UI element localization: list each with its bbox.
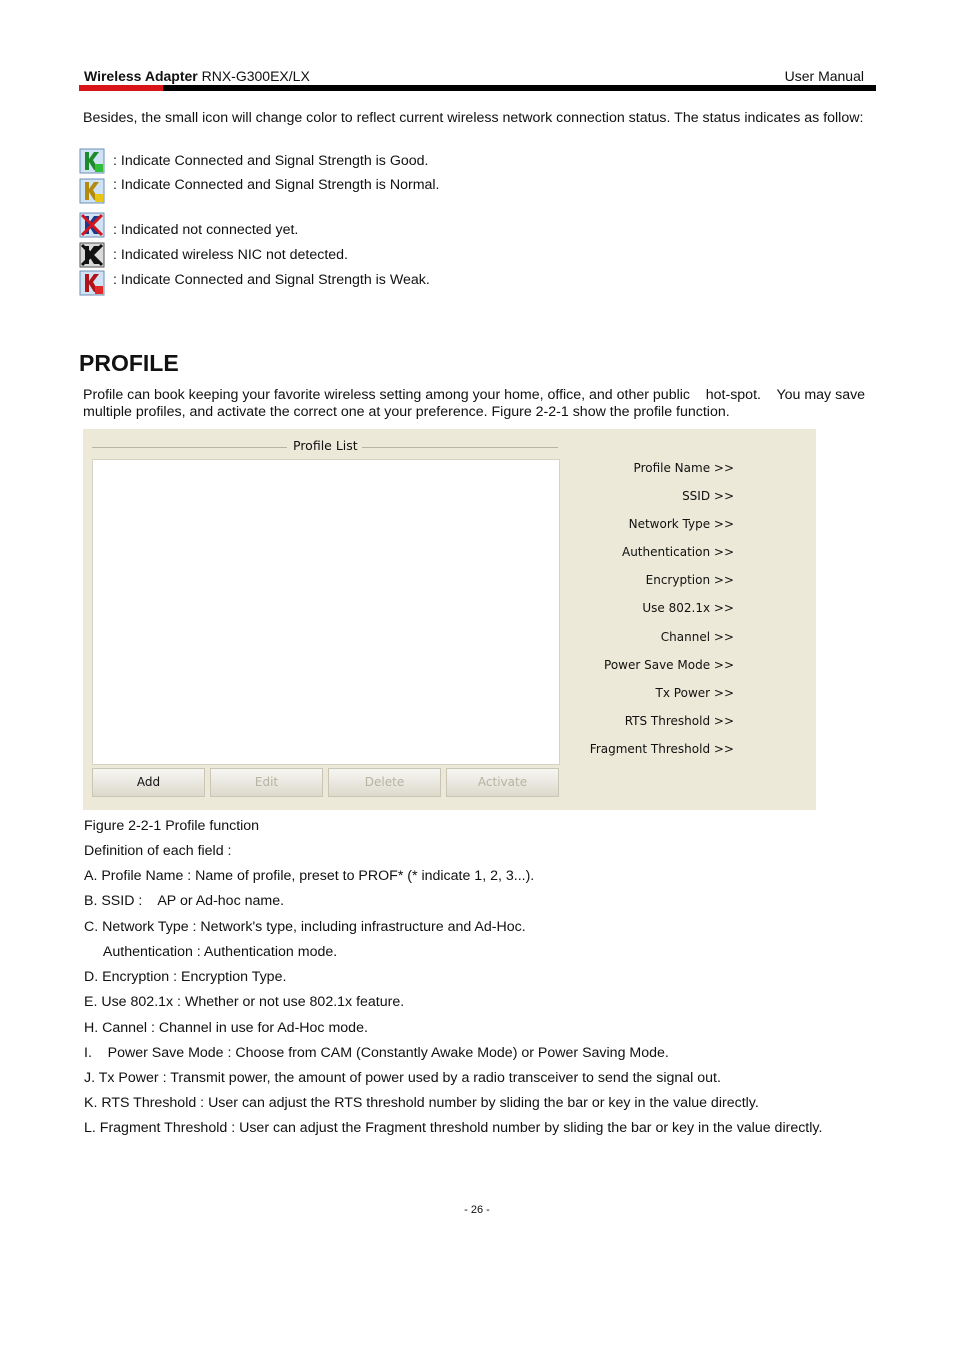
definition-heading: Definition of each field :: [84, 843, 232, 859]
tray-icon-green: [79, 148, 105, 174]
page-number: - 26 -: [464, 1204, 490, 1216]
definition-item: Authentication : Authentication mode.: [84, 944, 338, 960]
profile-panel: [83, 429, 816, 810]
field-rts-threshold[interactable]: RTS Threshold >>: [624, 714, 734, 728]
status-row-weak: [79, 270, 430, 296]
field-tx-power[interactable]: Tx Power >>: [655, 686, 734, 700]
field-use-8021x[interactable]: Use 802.1x >>: [642, 601, 734, 615]
header-manual: User Manual: [784, 68, 864, 84]
field-profile-name[interactable]: Profile Name >>: [633, 461, 734, 475]
field-authentication[interactable]: Authentication >>: [621, 545, 734, 559]
definition-item: K. RTS Threshold : User can adjust the RTS threshold number by sliding the bar or key in the value directly.: [84, 1095, 759, 1111]
add-button[interactable]: Add: [92, 768, 205, 797]
definition-item: A. Profile Name : Name of profile, preset to PROF* (* indicate 1, 2, 3...).: [84, 868, 535, 884]
group-line-right: [361, 447, 558, 448]
header-rule: [79, 85, 876, 91]
section-title: PROFILE: [79, 350, 179, 376]
field-fragment-threshold[interactable]: Fragment Threshold >>: [589, 742, 734, 756]
delete-button[interactable]: Delete: [328, 768, 441, 797]
status-row-nic-not-detected: [79, 242, 348, 268]
header-model: RNX-G300EX/LX: [201, 68, 310, 84]
status-row-normal: [79, 178, 440, 204]
definition-item: I. Power Save Mode : Choose from CAM (Constantly Awake Mode) or Power Saving Mode.: [84, 1045, 669, 1061]
field-encryption[interactable]: Encryption >>: [645, 573, 734, 587]
intro-paragraph: Besides, the small icon will change color to reflect current wireless network connection status. The status indicates as follow:: [83, 110, 864, 126]
field-ssid[interactable]: SSID >>: [682, 489, 734, 503]
definition-item: L. Fragment Threshold : User can adjust the Fragment threshold number by sliding the bar or key in the value directly.: [84, 1120, 823, 1136]
status-text-weak: : Indicate Connected and Signal Strength is Weak.: [113, 272, 430, 288]
header-title: [84, 68, 310, 84]
activate-button[interactable]: Activate: [446, 768, 559, 797]
definition-item: E. Use 802.1x : Whether or not use 802.1x feature.: [84, 994, 405, 1010]
group-line-left: [92, 447, 287, 448]
definition-item: C. Network Type : Network's type, including infrastructure and Ad-Hoc.: [84, 919, 526, 935]
header-product: Wireless Adapter: [84, 68, 198, 84]
field-network-type[interactable]: Network Type >>: [628, 517, 734, 531]
tray-icon-red-x: [79, 212, 105, 238]
status-row-not-connected: [79, 212, 298, 238]
section-intro: Profile can book keeping your favorite wireless setting among your home, office, and other public hot-spot. You may save multiple profiles, and activate the correct one at your preference. Figure 2-2-1 show the profile function.: [83, 387, 870, 420]
profile-list-title: Profile List: [289, 438, 362, 453]
status-text-nic-not-detected: : Indicated wireless NIC not detected.: [113, 247, 349, 263]
definition-item: B. SSID : AP or Ad-hoc name.: [84, 893, 285, 909]
tray-icon-black-x: [79, 242, 105, 268]
definition-item: D. Encryption : Encryption Type.: [84, 969, 287, 985]
status-row-good: [79, 148, 429, 174]
tray-icon-red: [79, 270, 105, 296]
status-text-normal: : Indicate Connected and Signal Strength is Normal.: [113, 177, 440, 193]
status-text-good: : Indicate Connected and Signal Strength is Good.: [113, 153, 429, 169]
field-power-save-mode[interactable]: Power Save Mode >>: [604, 658, 734, 672]
status-text-not-connected: : Indicated not connected yet.: [113, 222, 299, 238]
field-channel[interactable]: Channel >>: [660, 630, 734, 644]
definition-item: J. Tx Power : Transmit power, the amount of power used by a radio transceiver to send the signal out.: [84, 1070, 721, 1086]
tray-icon-yellow: [79, 178, 105, 204]
header-accent: [79, 85, 163, 91]
definition-item: H. Cannel : Channel in use for Ad-Hoc mode.: [84, 1020, 368, 1036]
edit-button[interactable]: Edit: [210, 768, 323, 797]
profile-list[interactable]: [92, 459, 560, 765]
figure-caption: Figure 2-2-1 Profile function: [84, 818, 260, 834]
